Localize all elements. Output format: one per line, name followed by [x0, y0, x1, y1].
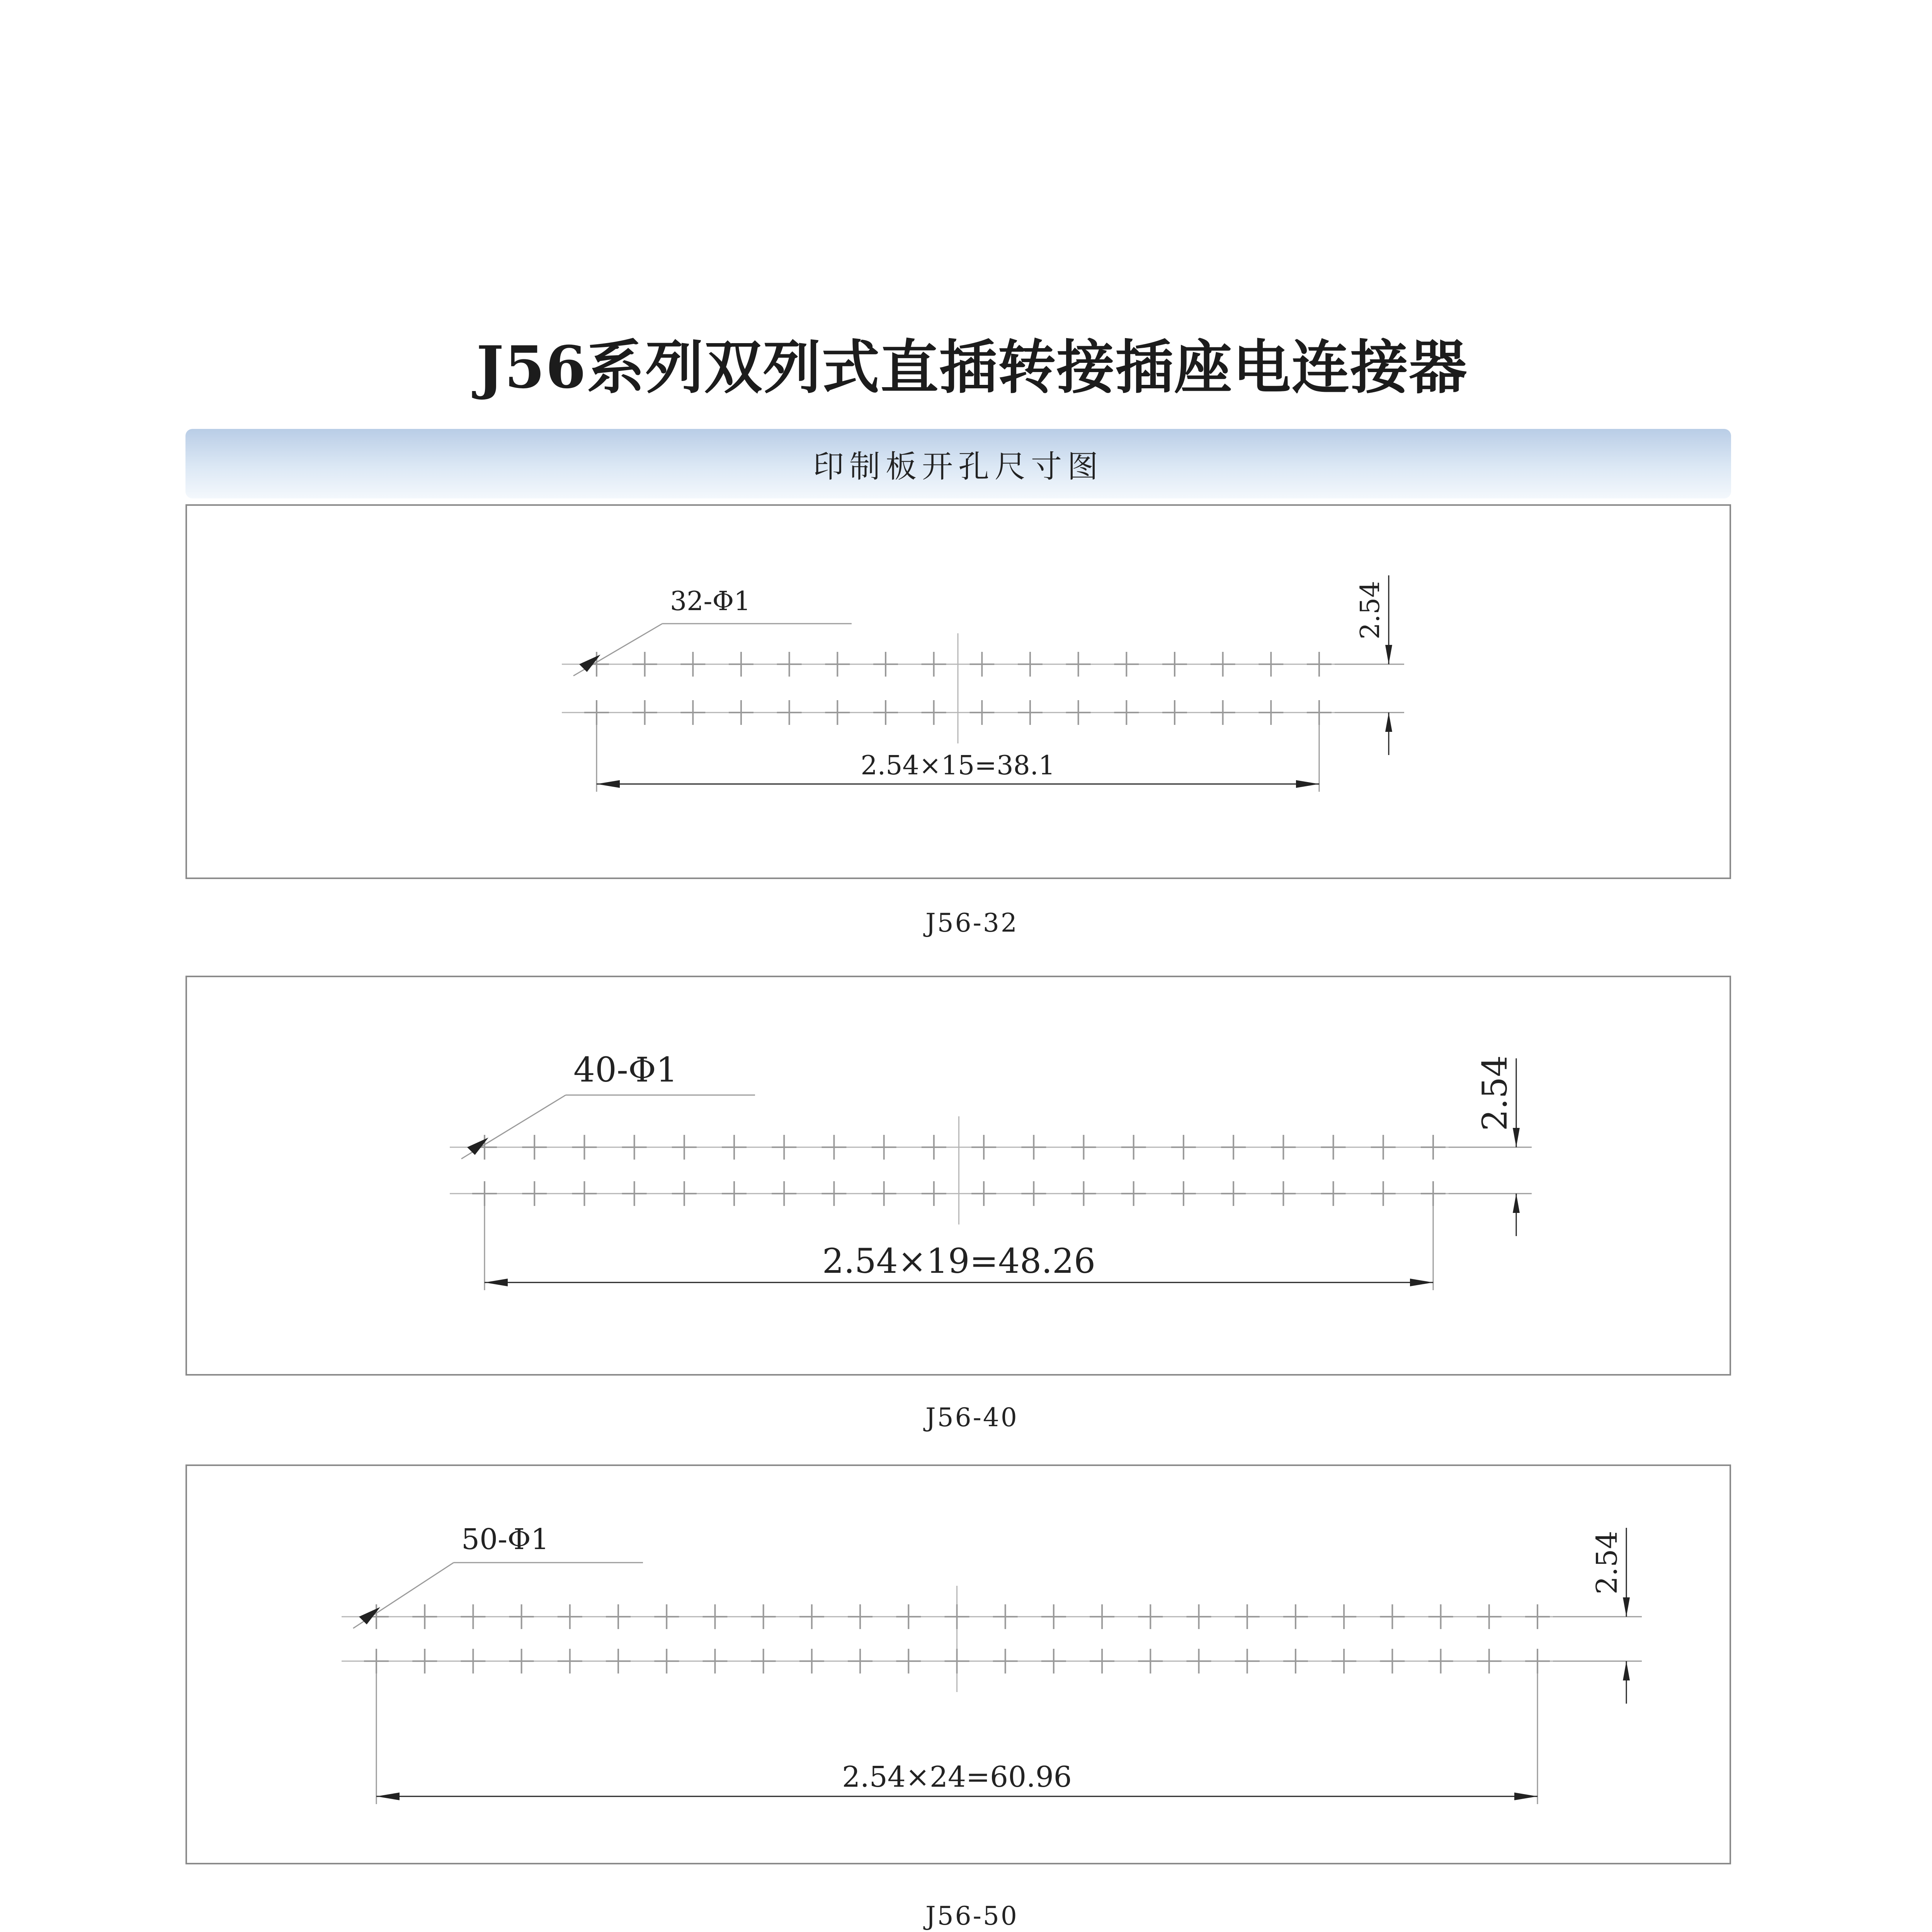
pin-hole-mark	[969, 700, 994, 725]
pin-hole-mark	[1477, 1604, 1502, 1629]
pin-hole-mark	[1371, 1135, 1396, 1160]
pin-hole-mark	[729, 700, 753, 725]
pitch-dimension-label: 2.54	[1475, 1055, 1515, 1131]
pin-hole-mark	[1371, 1181, 1396, 1206]
pin-hole-mark	[1380, 1649, 1405, 1673]
pin-hole-mark	[1066, 700, 1091, 725]
pin-hole-mark	[1021, 1181, 1046, 1206]
pin-hole-mark	[821, 1135, 846, 1160]
pin-hole-mark	[1090, 1649, 1114, 1673]
pin-hole-mark	[1321, 1135, 1346, 1160]
pitch-dimension-label: 2.54	[1355, 581, 1386, 639]
pin-hole-mark	[825, 700, 850, 725]
drawing-caption-j56-50: J56-50	[925, 1901, 1019, 1931]
pin-hole-mark	[1066, 652, 1091, 677]
pitch-arrow-bottom	[1385, 713, 1392, 732]
pin-hole-mark	[1321, 1181, 1346, 1206]
span-dimension-label: 2.54×24=60.96	[842, 1760, 1072, 1794]
pin-hole-mark	[825, 652, 850, 677]
span-dimension-label: 2.54×19=48.26	[822, 1241, 1096, 1281]
page-title: J56系列双列式直插转接插座电连接器	[476, 333, 1468, 401]
pin-hole-mark	[672, 1135, 697, 1160]
pin-hole-mark	[654, 1649, 679, 1673]
pin-hole-mark	[1090, 1604, 1114, 1629]
pin-hole-mark	[751, 1649, 776, 1673]
pitch-arrow-top	[1385, 645, 1392, 664]
pin-hole-mark	[680, 652, 705, 677]
pin-hole-mark	[772, 1181, 796, 1206]
pin-hole-mark	[1162, 700, 1187, 725]
pin-hole-mark	[751, 1604, 776, 1629]
section-header-banner	[185, 429, 1731, 498]
pin-hole-mark	[799, 1649, 824, 1673]
pin-hole-mark	[633, 700, 657, 725]
dimension-arrow-right	[1410, 1279, 1433, 1286]
pin-hole-mark	[1421, 1135, 1446, 1160]
pin-hole-mark	[945, 1604, 969, 1629]
pin-hole-mark	[606, 1649, 631, 1673]
pin-grid	[342, 1586, 1576, 1692]
section-header-text: 印制板开孔尺寸图	[813, 448, 1104, 485]
pin-hole-mark	[1018, 652, 1043, 677]
pin-hole-mark	[1041, 1604, 1066, 1629]
pin-hole-mark	[1138, 1604, 1163, 1629]
dimension-arrow-right	[1296, 780, 1319, 788]
pin-hole-mark	[969, 652, 994, 677]
pin-hole-mark	[922, 652, 946, 677]
dimension-arrow-left	[376, 1793, 400, 1800]
pin-hole-mark	[1114, 652, 1139, 677]
pin-hole-mark	[1114, 700, 1139, 725]
pin-hole-mark	[1171, 1135, 1196, 1160]
pin-hole-mark	[509, 1604, 534, 1629]
pin-hole-mark	[1307, 652, 1332, 677]
pcb-hole-drawing-j56-40	[187, 977, 1733, 1377]
pin-hole-mark	[1121, 1181, 1146, 1206]
pin-hole-mark	[1221, 1135, 1246, 1160]
pin-hole-mark	[896, 1649, 921, 1673]
pin-hole-mark	[1138, 1649, 1163, 1673]
pin-grid	[450, 1116, 1472, 1225]
drawing-caption-j56-40: J56-40	[925, 1403, 1019, 1432]
pin-hole-mark	[1332, 1604, 1356, 1629]
pin-hole-mark	[572, 1135, 597, 1160]
pitch-dimension-label: 2.54	[1590, 1531, 1624, 1595]
pitch-arrow-top	[1623, 1597, 1630, 1617]
pin-hole-mark	[1259, 700, 1283, 725]
hole-count-label: 32-Φ1	[670, 586, 751, 617]
pin-hole-mark	[1380, 1604, 1405, 1629]
pin-hole-mark	[572, 1181, 597, 1206]
drawing-panel-j56-32	[185, 504, 1731, 879]
pin-hole-mark	[1018, 700, 1043, 725]
pin-hole-mark	[1162, 652, 1187, 677]
pin-hole-mark	[412, 1649, 437, 1673]
pin-hole-mark	[622, 1135, 647, 1160]
pin-hole-mark	[1235, 1649, 1260, 1673]
pin-hole-mark	[945, 1649, 969, 1673]
pin-hole-mark	[896, 1604, 921, 1629]
pin-hole-mark	[1283, 1649, 1308, 1673]
pin-hole-mark	[872, 1135, 896, 1160]
pin-hole-mark	[873, 700, 898, 725]
pin-hole-mark	[799, 1604, 824, 1629]
pin-hole-mark	[680, 700, 705, 725]
dimension-arrow-left	[597, 780, 620, 788]
pin-hole-mark	[1071, 1181, 1096, 1206]
pin-hole-mark	[848, 1649, 872, 1673]
drawing-caption-j56-32: J56-32	[925, 908, 1019, 938]
pin-hole-mark	[872, 1181, 896, 1206]
pin-hole-mark	[993, 1649, 1018, 1673]
pin-hole-mark	[1071, 1135, 1096, 1160]
pin-hole-mark	[1271, 1181, 1296, 1206]
pin-hole-mark	[509, 1649, 534, 1673]
pin-hole-mark	[1259, 652, 1283, 677]
hole-count-label: 40-Φ1	[573, 1050, 678, 1090]
pin-hole-mark	[461, 1604, 485, 1629]
pin-hole-mark	[461, 1649, 485, 1673]
pin-hole-mark	[971, 1135, 996, 1160]
pin-hole-mark	[1429, 1604, 1453, 1629]
drawing-panel-j56-40	[185, 976, 1731, 1376]
pin-hole-mark	[1041, 1649, 1066, 1673]
pin-hole-mark	[622, 1181, 647, 1206]
pin-hole-mark	[777, 652, 802, 677]
pin-hole-mark	[873, 652, 898, 677]
pin-hole-mark	[1429, 1649, 1453, 1673]
pin-hole-mark	[1121, 1135, 1146, 1160]
pin-hole-mark	[1235, 1604, 1260, 1629]
pcb-hole-drawing-j56-50	[187, 1466, 1733, 1866]
pin-hole-mark	[922, 700, 946, 725]
pin-hole-mark	[821, 1181, 846, 1206]
pin-hole-mark	[1283, 1604, 1308, 1629]
pin-hole-mark	[1021, 1135, 1046, 1160]
pin-hole-mark	[606, 1604, 631, 1629]
pin-hole-mark	[412, 1604, 437, 1629]
drawing-panel-j56-50	[185, 1464, 1731, 1864]
pin-hole-mark	[848, 1604, 872, 1629]
pin-hole-mark	[922, 1181, 946, 1206]
pin-hole-mark	[1332, 1649, 1356, 1673]
pin-hole-mark	[777, 700, 802, 725]
pin-hole-mark	[772, 1135, 796, 1160]
pin-hole-mark	[522, 1181, 547, 1206]
pitch-arrow-bottom	[1623, 1661, 1630, 1680]
pin-hole-mark	[971, 1181, 996, 1206]
pin-hole-mark	[558, 1649, 582, 1673]
pcb-hole-drawing-j56-32	[187, 506, 1733, 881]
hole-count-label: 50-Φ1	[461, 1523, 549, 1556]
pin-grid	[562, 633, 1358, 743]
pin-hole-mark	[633, 652, 657, 677]
pin-hole-mark	[1171, 1181, 1196, 1206]
pin-hole-mark	[729, 652, 753, 677]
pin-hole-mark	[654, 1604, 679, 1629]
dimension-arrow-right	[1514, 1793, 1537, 1800]
pin-hole-mark	[922, 1135, 946, 1160]
pin-hole-mark	[1477, 1649, 1502, 1673]
pin-hole-mark	[1187, 1604, 1211, 1629]
dimension-arrow-left	[485, 1279, 508, 1286]
pin-hole-mark	[522, 1135, 547, 1160]
pin-hole-mark	[722, 1181, 747, 1206]
pin-hole-mark	[1211, 652, 1235, 677]
pin-hole-mark	[1271, 1135, 1296, 1160]
pitch-arrow-bottom	[1513, 1194, 1520, 1213]
pin-hole-mark	[702, 1649, 727, 1673]
span-dimension-label: 2.54×15=38.1	[861, 750, 1055, 781]
pin-hole-mark	[702, 1604, 727, 1629]
pin-hole-mark	[1221, 1181, 1246, 1206]
pin-hole-mark	[672, 1181, 697, 1206]
pin-hole-mark	[558, 1604, 582, 1629]
pin-hole-mark	[722, 1135, 747, 1160]
pin-hole-mark	[1211, 700, 1235, 725]
pin-hole-mark	[1525, 1604, 1550, 1629]
pin-hole-mark	[1187, 1649, 1211, 1673]
pin-hole-mark	[993, 1604, 1018, 1629]
